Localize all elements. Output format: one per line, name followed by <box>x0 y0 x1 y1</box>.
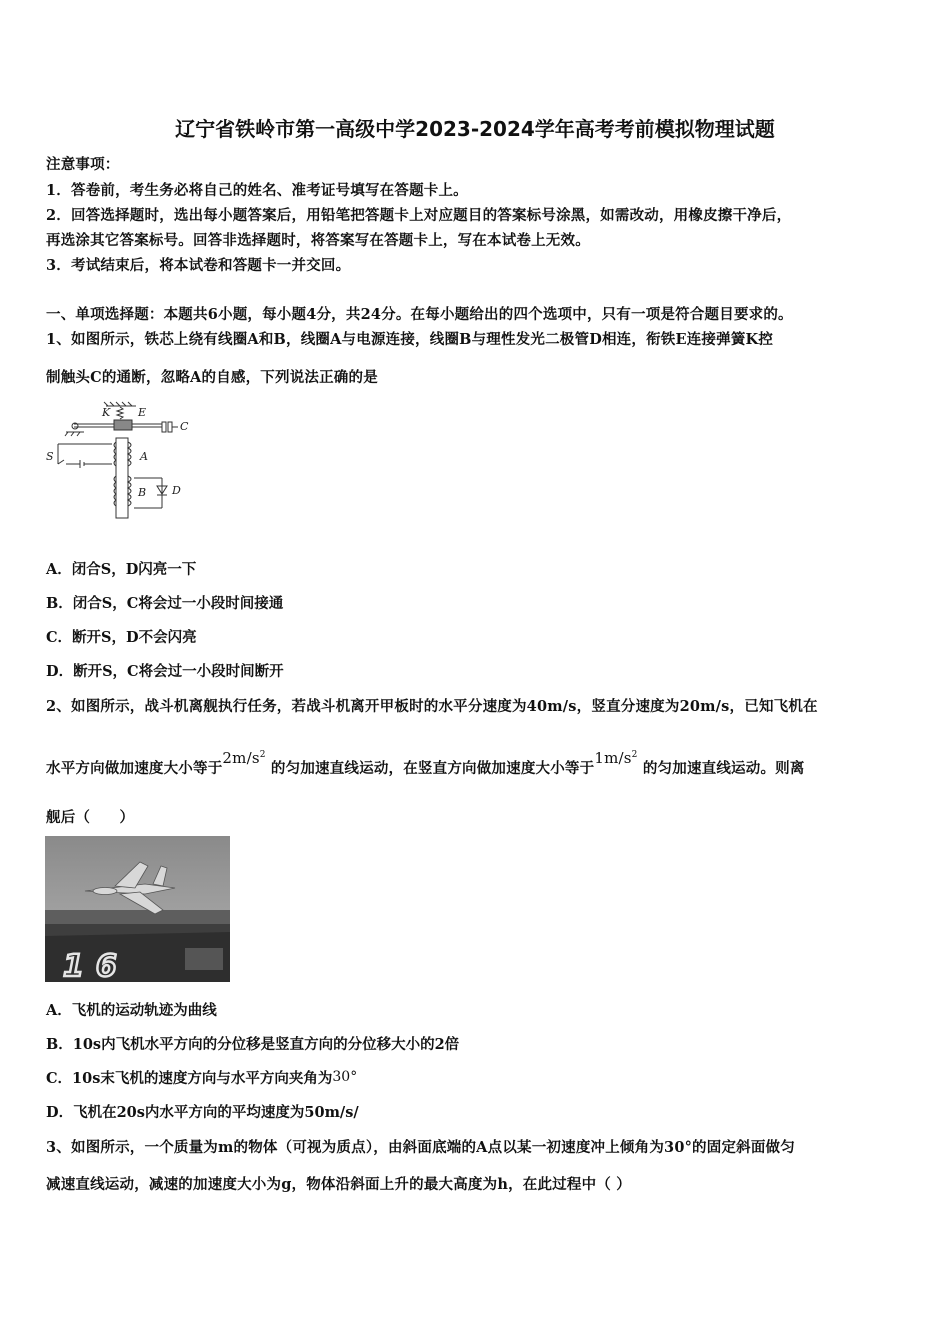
option-c: C．断开S，D不会闪亮 <box>46 629 197 646</box>
section-heading: 一、单项选择题：本题共6小题，每小题4分，共24分。在每小题给出的四个选项中，只有一项是符合题目要求的。 <box>46 306 793 323</box>
notice-heading: 注意事项： <box>46 156 120 173</box>
label-e: E <box>138 406 147 419</box>
notice-item: 1．答卷前，考生务必将自己的姓名、准考证号填写在答题卡上。 <box>46 182 468 199</box>
label-a: A <box>140 450 148 463</box>
label-d: D <box>172 484 181 497</box>
label-b: B <box>138 486 147 499</box>
deck-marking: 16 <box>63 949 129 982</box>
page-title: 辽宁省铁岭市第一高级中学2023-2024学年高考考前模拟物理试题 <box>175 117 775 141</box>
notice-item: 3．考试结束后，将本试卷和答题卡一并交回。 <box>46 257 351 274</box>
label-s: S <box>46 450 54 463</box>
fighter-jet-photo <box>45 836 230 982</box>
q2-text-b: 的匀加速直线运动，在竖直方向做加速度大小等于 <box>270 760 595 777</box>
angle-value: 30° <box>332 1069 358 1085</box>
q2-text-a: 水平方向做加速度大小等于 <box>46 760 223 777</box>
relay-circuit-figure <box>44 398 194 522</box>
question-2-text <box>46 749 805 778</box>
option-a: A．飞机的运动轨迹为曲线 <box>46 1002 217 1019</box>
option-c-text: C．10s末飞机的速度方向与水平方向夹角为 <box>46 1070 333 1087</box>
option-a: A．闭合S，D闪亮一下 <box>46 561 197 578</box>
option-d: D．断开S，C将会过一小段时间断开 <box>46 663 284 680</box>
notice-item: 2．回答选择题时，选出每小题答案后，用铅笔把答题卡上对应题目的答案标号涂黑，如需改动，用橡皮擦干净后， <box>46 207 792 224</box>
accel-value-2: $1m/s^2$ <box>594 749 638 767</box>
q2-text-c: 的匀加速直线运动。则离 <box>642 760 805 777</box>
option-b: B．闭合S，C将会过一小段时间接通 <box>46 595 284 612</box>
question-3-text: 减速直线运动，减速的加速度大小为g，物体沿斜面上升的最大高度为h，在此过程中（ ） <box>46 1176 631 1193</box>
question-2-text: 舰后（ ） <box>46 809 135 826</box>
question-3-text: 3、如图所示，一个质量为m的物体（可视为质点），由斜面底端的A点以某一初速度冲上倾角为30°的固定斜面做匀 <box>46 1139 795 1156</box>
option-b: B．10s内飞机水平方向的分位移是竖直方向的分位移大小的2倍 <box>46 1036 460 1053</box>
accel-value-1: $2m/s^2$ <box>222 749 266 767</box>
label-k: K <box>102 406 111 419</box>
label-c: C <box>180 420 189 433</box>
option-d: D．飞机在20s内水平方向的平均速度为50m/s/ <box>46 1104 359 1121</box>
question-2-text: 2、如图所示，战斗机离舰执行任务，若战斗机离开甲板时的水平分速度为40m/s，竖直分速度为20m/s，已知飞机在 <box>46 698 818 715</box>
question-1-text: 1、如图所示，铁芯上绕有线圈A和B，线圈A与电源连接，线圈B与理性发光二极管D相连，衔铁E连接弹簧K控 <box>46 331 774 348</box>
option-c <box>46 1067 357 1088</box>
notice-item: 再选涂其它答案标号。回答非选择题时，将答案写在答题卡上，写在本试卷上无效。 <box>46 232 590 249</box>
question-1-text: 制触头C的通断，忽略A的自感，下列说法正确的是 <box>46 369 378 386</box>
